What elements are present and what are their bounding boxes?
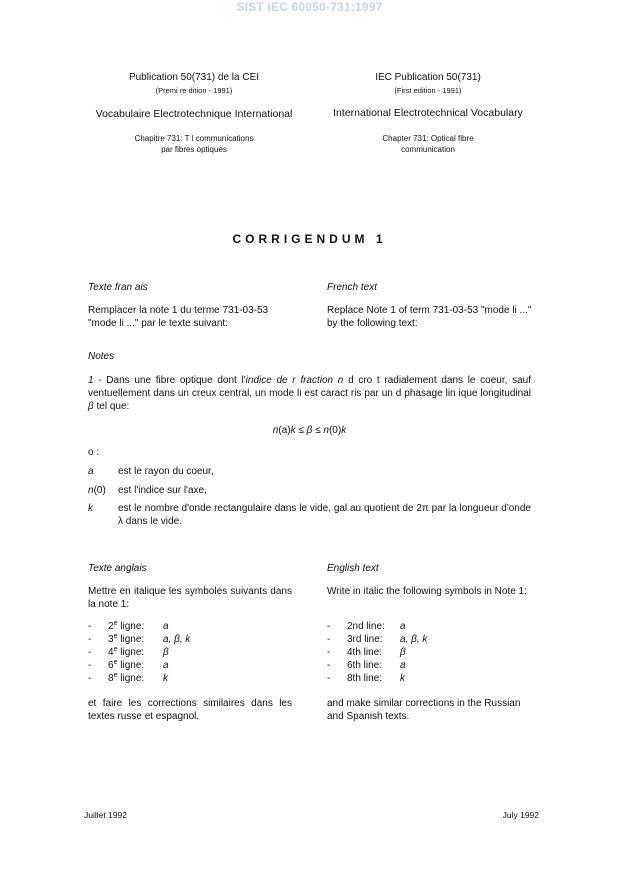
header-left-publication: Publication 50(731) de la CEI bbox=[128, 72, 260, 83]
note-1-paragraph bbox=[88, 374, 531, 413]
note-1-number: 1 - bbox=[88, 375, 102, 386]
section2-left-intro: Mettre en italique les symboles suivants dans la note 1: bbox=[88, 586, 292, 610]
symbol-a: a bbox=[88, 466, 94, 477]
definition-k-symbol bbox=[88, 502, 93, 515]
note-1-text-part1: Dans une fibre optique dont l' bbox=[106, 375, 246, 386]
formula-k2: k bbox=[341, 425, 347, 436]
notes-heading: Notes bbox=[88, 351, 115, 362]
header-right-chapter-line2: communication bbox=[401, 145, 455, 154]
definition-n0-text: est l'indice sur l'axe, bbox=[118, 485, 207, 496]
section2-right-outro: and make similar corrections in the Russian and Spanish texts. bbox=[327, 698, 521, 722]
list-dash: - bbox=[327, 634, 331, 645]
list-value: a, β, k bbox=[400, 634, 428, 645]
header-right-vocabulary: International Electrotechnical Vocabulary bbox=[333, 107, 523, 119]
formula-zero: (0) bbox=[328, 425, 342, 436]
definition-a-text: est le rayon du coeur, bbox=[118, 466, 214, 477]
header-right-edition: (First edition - 1991) bbox=[394, 86, 462, 95]
header-right-chapter-line1: Chapter 731: Optical fibre bbox=[382, 134, 474, 143]
left-symbol-list bbox=[88, 621, 288, 691]
list-dash: - bbox=[327, 673, 331, 684]
document-title: CORRIGENDUM 1 bbox=[232, 232, 387, 246]
header-left-chapter-line1: Chapitre 731: T l communications bbox=[134, 134, 254, 143]
where-label: o : bbox=[88, 447, 100, 458]
header-left-chapter-line2: par fibres optiques bbox=[161, 145, 227, 154]
note-1-text-part3: tel que: bbox=[93, 401, 130, 412]
list-dash: - bbox=[327, 660, 331, 671]
section1-right-heading: French text bbox=[327, 282, 378, 293]
list-dash: - bbox=[327, 621, 331, 632]
section2-left-heading: Texte anglais bbox=[88, 563, 147, 574]
definition-n0-symbol bbox=[88, 484, 106, 497]
list-value: k bbox=[400, 673, 405, 684]
definition-a-symbol bbox=[88, 465, 94, 478]
symbol-n-suffix: (0) bbox=[93, 485, 106, 496]
list-value: k bbox=[163, 673, 168, 684]
section2-right-heading: English text bbox=[327, 563, 379, 574]
list-value: a bbox=[163, 660, 169, 671]
right-symbol-list bbox=[327, 621, 527, 691]
list-label: 2e ligne: bbox=[108, 620, 145, 632]
list-label: 3e ligne: bbox=[108, 633, 145, 645]
note-1-beta: β bbox=[88, 401, 94, 412]
section2-right-intro: Write in italic the following symbols in Note 1: bbox=[327, 586, 527, 597]
header-right-publication: IEC Publication 50(731) bbox=[375, 72, 481, 83]
definition-k-text-content: est le nombre d'onde rectangulaire dans le vide, gal au quotient de 2π par la longueur d'onde λ dans le vide. bbox=[118, 503, 531, 527]
formula bbox=[0, 424, 619, 437]
list-value: β bbox=[400, 647, 406, 658]
list-value: a, β, k bbox=[163, 634, 191, 645]
list-label: 4e ligne: bbox=[108, 646, 145, 658]
formula-k1: k bbox=[290, 425, 296, 436]
list-value: a bbox=[400, 621, 406, 632]
symbol-k: k bbox=[88, 503, 93, 514]
section1-left-text: Remplacer la note 1 du terme 731-03-53 "mode li ..." par le texte suivant: bbox=[88, 305, 269, 329]
symbol-n: n bbox=[88, 485, 94, 496]
header-left-chapter bbox=[84, 133, 304, 155]
formula-a: (a) bbox=[278, 425, 291, 436]
section2-left-outro: et faire les corrections similaires dans les textes russe et espagnol. bbox=[88, 698, 292, 722]
note-1-italic-term: indice de r fraction n bbox=[245, 375, 344, 386]
formula-le1: ≤ bbox=[295, 425, 307, 436]
section1-right-text: Replace Note 1 of term 731-03-53 "mode li ..." by the following text: bbox=[327, 305, 532, 329]
note-1-text-part2: d cro t radialement dans le coeur, sauf ventuellement dans un creux central, un mode li est caract ris par un d phasage lin ique longitudinal bbox=[88, 375, 532, 399]
list-dash: - bbox=[88, 673, 92, 684]
list-dash: - bbox=[88, 660, 92, 671]
list-dash: - bbox=[88, 647, 92, 658]
list-label: 2nd line: bbox=[347, 621, 385, 632]
list-label: 8th line: bbox=[347, 673, 383, 684]
footer-left-date: Juillet 1992 bbox=[84, 810, 128, 820]
list-dash: - bbox=[88, 634, 92, 645]
section1-left-heading: Texte fran ais bbox=[88, 282, 148, 293]
watermark: SIST IEC 60050-731:1997 bbox=[236, 0, 383, 14]
list-value: a bbox=[400, 660, 406, 671]
definition-k-text bbox=[118, 502, 531, 528]
list-label: 3rd line: bbox=[347, 634, 383, 645]
list-value: a bbox=[163, 621, 169, 632]
formula-beta: β bbox=[306, 425, 313, 436]
formula-n1: n bbox=[272, 425, 279, 436]
header-left-vocabulary: Vocabulaire Electrotechnique International bbox=[95, 108, 293, 120]
list-label: 8e ligne: bbox=[108, 672, 145, 684]
header-left-edition: (Premi re dition - 1991) bbox=[155, 86, 233, 95]
formula-le2: ≤ bbox=[312, 425, 324, 436]
list-dash: - bbox=[327, 647, 331, 658]
list-label: 4th line: bbox=[347, 647, 383, 658]
list-label: 6th line: bbox=[347, 660, 383, 671]
header-right-chapter bbox=[320, 133, 536, 155]
list-value: β bbox=[163, 647, 169, 658]
formula-n2: n bbox=[323, 425, 329, 436]
footer-right-date: July 1992 bbox=[502, 810, 539, 820]
list-dash: - bbox=[88, 621, 92, 632]
list-label: 6e ligne: bbox=[108, 659, 145, 671]
